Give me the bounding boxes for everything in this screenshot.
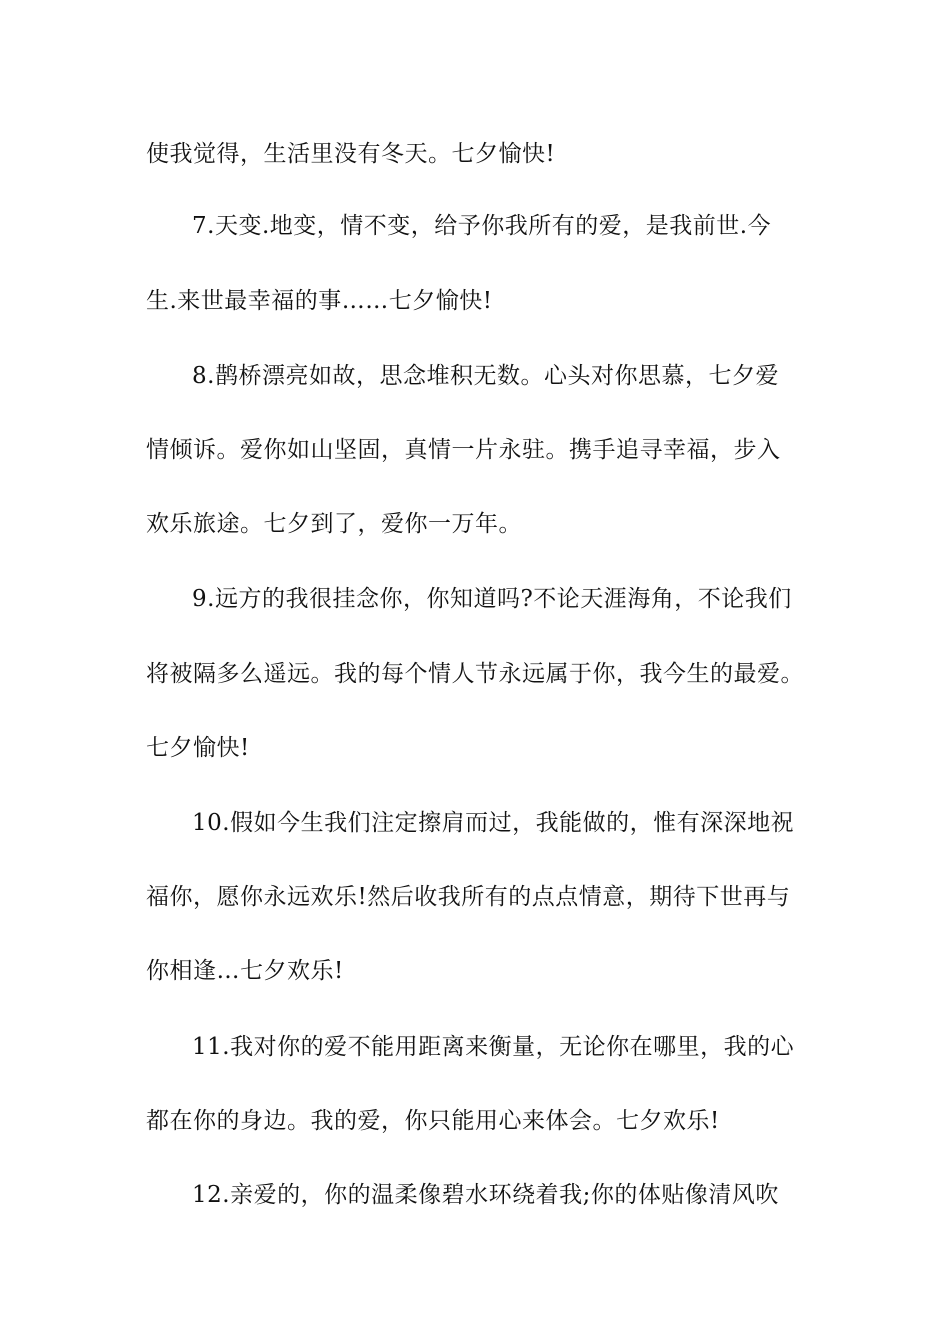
text-line: 12.亲爱的，你的温柔像碧水环绕着我;你的体贴像清风吹 xyxy=(192,1182,779,1208)
text-line: 10.假如今生我们注定擦肩而过，我能做的，惟有深深地祝 xyxy=(192,810,795,836)
text-line: 情倾诉。爱你如山坚固，真情一片永驻。携手追寻幸福，步入 xyxy=(146,437,781,463)
text-line: 你相逢…七夕欢乐! xyxy=(146,958,344,984)
text-line: 欢乐旅途。七夕到了，爱你一万年。 xyxy=(146,511,522,537)
text-line: 都在你的身边。我的爱，你只能用心来体会。七夕欢乐! xyxy=(146,1108,720,1134)
text-line: 生.来世最幸福的事……七夕愉快! xyxy=(146,288,493,314)
text-line: 福你，愿你永远欢乐!然后收我所有的点点情意，期待下世再与 xyxy=(146,884,791,910)
text-line: 11.我对你的爱不能用距离来衡量，无论你在哪里，我的心 xyxy=(192,1034,795,1060)
text-line: 7.天变.地变，情不变，给予你我所有的爱，是我前世.今 xyxy=(192,213,772,239)
text-line: 七夕愉快! xyxy=(146,735,250,761)
text-line: 使我觉得，生活里没有冬天。七夕愉快! xyxy=(146,141,556,167)
text-line: 9.远方的我很挂念你，你知道吗?不论天涯海角，不论我们 xyxy=(192,586,792,612)
text-line: 将被隔多么遥远。我的每个情人节永远属于你，我今生的最爱。 xyxy=(146,661,804,687)
text-line: 8.鹊桥漂亮如故，思念堆积无数。心头对你思慕，七夕爱 xyxy=(192,363,779,389)
